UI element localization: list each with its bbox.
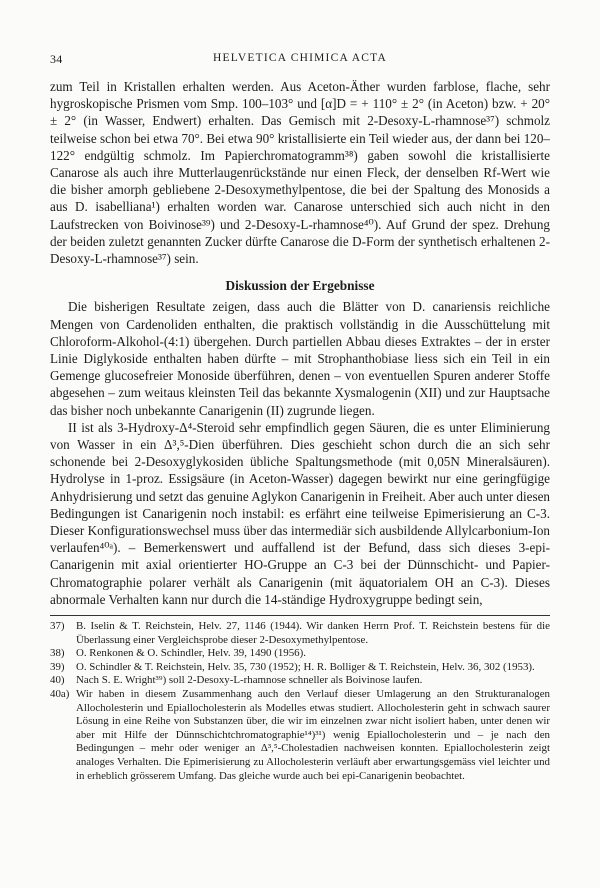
journal-title: HELVETICA CHIMICA ACTA [213,52,387,64]
footnote-item [50,688,550,783]
footnote-item [50,647,550,661]
footnote-divider [50,615,550,616]
footnote-mark: 39) [50,660,65,673]
discussion-paragraph-2: II ist als 3-Hydroxy-Δ⁴-Steroid sehr empfindlich gegen Säuren, die es unter Eliminierung von Wasser in ein Δ³,⁵-Dien überführen. Dies geschieht schon durch die an sich sehr schonende bei 2-Desoxyglykosiden übliche Spaltungsmethode (mit 0,05N Mineralsäuren). Hydrolyse in 1-proz. Essigsäure (in Aceton-Wasser) dagegen bewirkt nur eine geringfügige Anhydrisierung und setzt das genuine Aglykon Canarigenin in Freiheit. Aber auch unter diesen Bedingungen ist Canarigenin noch instabil: es erfährt eine teilweise Epimerisierung an C-3. Dieser Konfigurationswechsel muss über das intermediär sich ausbildende Allylcarbonium-Ion verlaufen⁴⁰ᵃ). – Bemerkenswert und auffallend ist der Befund, dass sich dieses 3-epi-Canarigenin mit axial orientierter HO-Gruppe an C-3 bei der Dünnschicht- und Papier-Chromatographie polarer verhält als Canarigenin (mit äquatorialem OH an C-3). Dieses abnormale Verhalten kann nur durch die 14-ständige Hydroxygruppe bedingt sein, [50,419,550,607]
page-number: 34 [50,52,63,66]
footnote-mark: 40) [50,674,65,687]
footnote-mark: 38) [50,647,65,660]
discussion-paragraph-1: Die bisherigen Resultate zeigen, dass auch die Blätter von D. canariensis reichliche Mengen von Cardenoliden enthalten, die praktisch vollständig in die Ausschüttelung mit Chloroform-Alkohol-(4:1) übergehen. Durch partiellen Abbau dieses Extraktes – der in erster Linie Diglykoside enthalten haben dürfte – mit Strophanthobiase liess sich ein Teil in ein Gemenge glucosefreier Monoside überführen, denen – von eventuellen Spuren anderer Stoffe abgesehen – zum weitaus kleinsten Teil das bekannte Xysmalogenin (XII) und zur Hauptsache das bisher noch unbekannte Canarigenin (II) zugrunde liegen. [50,299,550,418]
footnote-text: B. Iselin & T. Reichstein, Helv. 27, 1146 (1944). Wir danken Herrn Prof. T. Reichstein bestens für die Überlassung einer Vergleichsprobe dieser 2-Desoxymethylpentose. [76,620,550,646]
footnote-mark: 40a) [50,688,70,701]
footnote-item [50,674,550,688]
journal-page [50,52,550,783]
intro-paragraph: zum Teil in Kristallen erhalten werden. Aus Aceton-Äther wurden farblose, flache, sehr hygroskopische Prismen vom Smp. 100–103° und [α]D = + 110° ± 2° (in Aceton) bzw. + 20° ± 2° (in Wasser, Endwert) erhalten. Das Gemisch mit 2-Desoxy-L-rhamnose³⁷) schmolz teilweise schon bei etwa 70°. Bei etwa 90° kristallisierte ein Teil wieder aus, der dann bei 120–122° endgültig schmolz. Im Papierchromatogramm³⁸) gaben sowohl die kristallisierte Canarose als auch ihre Mutterlaugenrückstände nur einen Fleck, der denselben Rf-Wert wie die bisher amorph gebliebene 2-Desoxymethylpentose, die bei der Spaltung des Monosids a aus D. isabelliana¹) erhalten worden war. Canarose unterschied sich auch nicht in den Laufstrecken von Boivinose³⁹) und 2-Desoxy-L-rhamnose⁴⁰). Auf Grund der spez. Drehung der beiden zuletzt genannten Zucker dürfte Canarose die D-Form der synthetisch erhaltenen 2-Desoxy-L-rhamnose³⁷) sein. [50,79,550,267]
footnote-text: Wir haben in diesem Zusammenhang auch den Verlauf dieser Umlagerung an den Strukturanalogen Allocholesterin und Epiallocholesterin als Modelles etwas studiert. Allocholesterin geht in schwach saurer Lösung in eine Reihe von Substanzen über, die wir im einzelnen zwar nicht isoliert haben, unter denen wir aber mit Hilfe der Dünnschichtchromatographie¹⁴)³¹) wenig Epiallocholesterin und – je nach den Bedingungen – mehr oder weniger an Δ³,⁵-Cholestadien nachweisen konnten. Epiallocholesterin zeigt analoges Verhalten. Die Epimerisierung zu Allocholesterin verläuft aber erwartungsgemäss viel leichter und in erheblich grösserem Umfang. Das gleiche wurde auch bei epi-Canarigenin beobachtet. [76,688,550,782]
footnote-mark: 37) [50,620,65,633]
footnote-item [50,661,550,675]
footnote-text: O. Renkonen & O. Schindler, Helv. 39, 1490 (1956). [76,647,306,660]
body-text [50,78,550,608]
footnotes [50,620,550,783]
footnote-item [50,620,550,647]
running-head [50,52,550,70]
footnote-text: Nach S. E. Wright³⁹) soll 2-Desoxy-L-rhamnose schneller als Boivinose laufen. [76,674,423,687]
footnote-text: O. Schindler & T. Reichstein, Helv. 35, 730 (1952); H. R. Bolliger & T. Reichstein, Helv. 36, 302 (1953). [76,660,535,673]
section-heading: Diskussion der Ergebnisse [225,278,375,294]
